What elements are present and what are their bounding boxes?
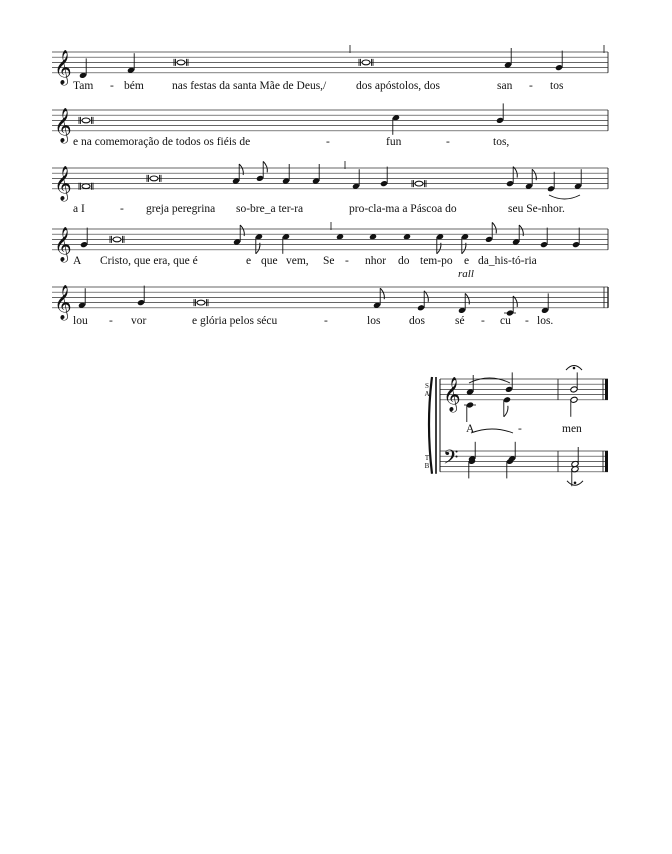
lyric-syllable: Tam: [73, 80, 94, 92]
lyric-syllable: vor: [131, 315, 147, 327]
note-flag: [492, 222, 496, 233]
lyric-syllable: nhor: [365, 255, 387, 267]
fermata-dot: [573, 367, 576, 370]
lyric-phrase: Cristo, que era, que é: [100, 255, 198, 267]
treble-clef-icon: 𝄞: [443, 376, 461, 412]
final-barline: [605, 451, 608, 472]
lyric-hyphen: -: [518, 423, 522, 435]
lyric-syllable: cu: [500, 315, 511, 327]
breve-note-head: [177, 60, 185, 65]
lyric-phrase: dos apóstolos, dos: [356, 80, 441, 92]
breve-note-head: [150, 176, 158, 181]
bass-clef-icon: 𝄢: [443, 445, 459, 474]
lyric-hyphen: -: [120, 203, 124, 215]
lyric-syllable: vem,: [286, 255, 309, 267]
lyric-syllable: a I: [73, 203, 85, 215]
note-flag: [263, 161, 267, 172]
lyric-syllable: dos: [409, 315, 425, 327]
lyric-syllable: do: [398, 255, 410, 267]
lyric-syllable: tos,: [493, 136, 510, 148]
treble-clef-icon: 𝄞: [54, 284, 72, 320]
lyric-hyphen: -: [529, 80, 533, 92]
lyric-hyphen: -: [446, 136, 450, 148]
lyric-syllable: san: [497, 80, 513, 92]
lyric-phrase: e glória pelos sécu: [192, 315, 278, 327]
lyric-syllable: tos: [550, 80, 564, 92]
treble-clef-icon: 𝄞: [54, 49, 72, 85]
slur: [471, 429, 513, 433]
lyric-syllable: lou: [73, 315, 88, 327]
lyric-phrase: nas festas da santa Mãe de Deus,/: [172, 80, 327, 92]
note-flag: [504, 406, 508, 417]
lyric-syllable: A: [73, 255, 82, 267]
lyric-syllable: tem-po: [420, 255, 453, 267]
voice-label-soprano-alto: S A: [424, 382, 430, 398]
breve-note-head: [197, 300, 205, 305]
fermata-dot: [574, 482, 577, 485]
breve-note-head: [113, 237, 121, 242]
lyric-hyphen: -: [110, 80, 114, 92]
lyric-syllable: A: [466, 423, 475, 435]
final-barline: [605, 379, 608, 400]
voice-label-tenor-bass: T B: [424, 454, 430, 470]
treble-clef-icon: 𝄞: [54, 165, 72, 201]
lyric-phrase: da_his-tó-ria: [478, 255, 537, 267]
lyric-phrase: so-bre_a ter-ra: [236, 203, 304, 215]
lyric-hyphen: -: [326, 136, 330, 148]
breve-note-head: [82, 118, 90, 123]
breve-note-head: [82, 184, 90, 189]
lyric-syllable: sé: [455, 315, 465, 327]
lyric-hyphen: -: [324, 315, 328, 327]
lyric-syllable: los.: [537, 315, 554, 327]
lyric-syllable: bém: [124, 80, 144, 92]
lyric-syllable: que: [261, 255, 278, 267]
lyric-hyphen: -: [481, 315, 485, 327]
lyric-phrase: e na comemoração de todos os fiéis de: [73, 136, 251, 148]
treble-clef-icon: 𝄞: [54, 107, 72, 143]
rallentando-mark: rall: [458, 268, 474, 280]
lyric-syllable: los: [367, 315, 381, 327]
lyric-syllable: e: [246, 255, 252, 267]
lyric-phrase: seu Se-nhor.: [508, 203, 565, 215]
lyric-hyphen: -: [109, 315, 113, 327]
lyric-hyphen: -: [345, 255, 349, 267]
lyric-phrase: greja peregrina: [146, 203, 216, 215]
treble-clef-icon: 𝄞: [54, 226, 72, 262]
slur: [549, 195, 580, 199]
breve-note-head: [415, 181, 423, 186]
lyric-syllable: e: [464, 255, 470, 267]
lyric-hyphen: -: [525, 315, 529, 327]
breve-note-head: [362, 60, 370, 65]
lyric-syllable: Se: [323, 255, 335, 267]
lyric-phrase: pro-cla-ma a Páscoa do: [349, 203, 457, 215]
lyric-syllable: fun: [386, 136, 402, 148]
lyric-syllable: men: [562, 423, 582, 435]
